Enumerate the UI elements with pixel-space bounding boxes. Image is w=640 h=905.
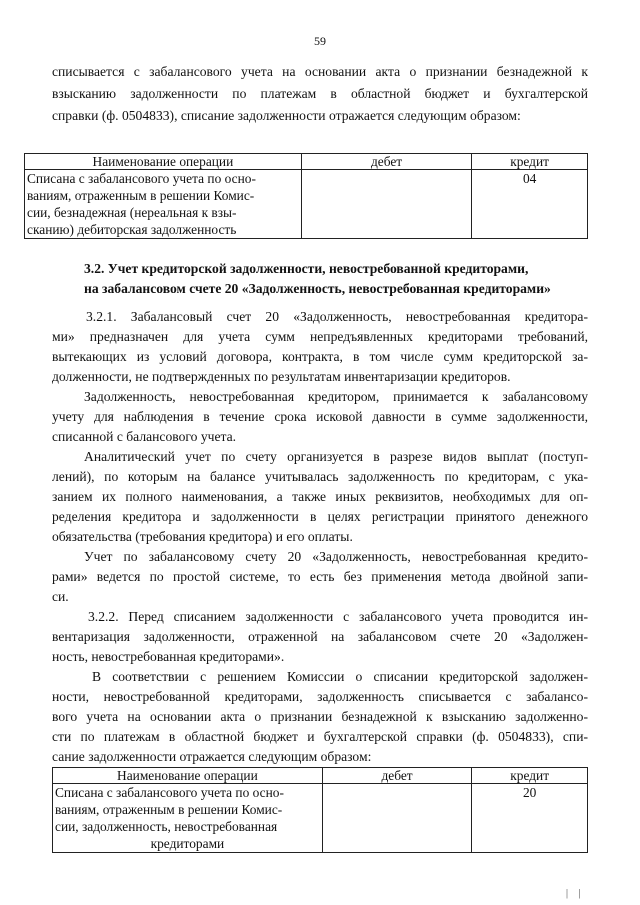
text-line: ности, невостребованной кредиторами, задолженность списывается с забалансо-	[52, 689, 588, 704]
cell-text-line: Списана с забалансового учета по осно-	[27, 171, 256, 186]
text-line: вентаризация задолженности, отраженной на забалансовом счете 20 «Задолжен-	[52, 629, 588, 644]
page-number: 59	[314, 34, 326, 48]
text-line: ределения кредитора и задолженности в целях регистрации принятого денежного	[52, 509, 588, 524]
text-line: занием их полного наименования, а также иных реквизитов, необходимых для оп-	[52, 489, 588, 504]
cell-text-line: сии, задолженность, невостребованная	[55, 819, 278, 834]
column-header-credit: кредит	[472, 154, 588, 170]
text-line: вого учета на основании акта о признании безнадежной к взысканию задолженно-	[52, 709, 588, 724]
cell-text-line: кредиторами	[150, 836, 225, 851]
text-line: обязательства (требования кредитора) и его оплаты.	[52, 529, 353, 544]
operations-table-2	[52, 767, 588, 853]
cell-text-line: ваниям, отраженным в решении Комис-	[55, 802, 283, 817]
column-header-operation: Наименование операции	[53, 768, 323, 784]
operations-table-1	[24, 153, 588, 239]
section-heading-line: 3.2. Учет кредиторской задолженности, невостребованной кредиторами,	[84, 261, 529, 276]
text-line: 3.2.2. Перед списанием задолженности с забалансового учета проводится ин-	[88, 609, 588, 624]
text-line: Задолженность, невостребованная кредитором, принимается к забалансовому	[84, 389, 588, 404]
operation-name-cell	[53, 784, 323, 853]
column-header-operation: Наименование операции	[25, 154, 302, 170]
debit-cell	[301, 170, 471, 239]
debit-cell	[322, 784, 471, 853]
table-header-row	[53, 768, 588, 784]
text-line: сание задолженности отражается следующим образом:	[52, 749, 372, 764]
text-line: рами» ведется по простой системе, то есть без применения метода двойной запи-	[52, 569, 588, 584]
footer-mark: | |	[566, 888, 585, 899]
cell-text-line: сканию) дебиторская задолженность	[27, 222, 237, 237]
text-line: Аналитический учет по счету организуется в разрезе видов выплат (поступ-	[84, 449, 588, 464]
text-line: вытекающих из условий договора, контракта, в том числе сумм кредиторской за-	[52, 349, 588, 364]
text-line: долженности, не подтвержденных по результатам инвентаризации кредиторов.	[52, 369, 511, 384]
table-row	[25, 170, 588, 239]
operation-name-cell	[25, 170, 302, 239]
text-line: 3.2.1. Забалансовый счет 20 «Задолженность, невостребованная кредитора-	[86, 309, 588, 324]
text-line: списанной с балансового учета.	[52, 429, 237, 444]
text-line: В соответствии с решением Комиссии о списании кредиторской задолжен-	[92, 669, 588, 684]
text-line: лений), по которым на балансе учитывалась задолженность по кредиторам, с ука-	[52, 469, 588, 484]
column-header-credit: кредит	[472, 768, 588, 784]
column-header-debit: дебет	[322, 768, 471, 784]
table-row	[53, 784, 588, 853]
text-line: учету для наблюдения в течение срока исковой давности в сумме задолженности,	[52, 409, 588, 424]
text-line: ми» предназначен для учета сумм непредъявленных кредиторами требований,	[52, 329, 588, 344]
text-line: взысканию задолженности по платежам в областной бюджет и бухгалтерской	[52, 86, 588, 101]
section-heading-line: на забалансовом счете 20 «Задолженность, невостребованная кредиторами»	[84, 281, 551, 296]
credit-cell: 04	[472, 170, 588, 239]
text-line: сти по платежам в областной бюджет и бухгалтерской справки (ф. 0504833), спи-	[52, 729, 588, 744]
text-line: справки (ф. 0504833), списание задолженности отражается следующим образом:	[52, 108, 521, 123]
column-header-debit: дебет	[301, 154, 471, 170]
text-line: Учет по забалансовому счету 20 «Задолженность, невостребованная кредито-	[84, 549, 588, 564]
cell-text-line: сии, безнадежная (нереальная к взы-	[27, 205, 237, 220]
cell-text-line: ваниям, отраженным в решении Комис-	[27, 188, 255, 203]
text-line: си.	[52, 589, 69, 604]
cell-text-line: Списана с забалансового учета по осно-	[55, 785, 284, 800]
credit-cell: 20	[472, 784, 588, 853]
table-header-row	[25, 154, 588, 170]
text-line: списывается с забалансового учета на основании акта о признании безнадежной к	[52, 64, 588, 79]
text-line: ность, невостребованная кредиторами».	[52, 649, 285, 664]
